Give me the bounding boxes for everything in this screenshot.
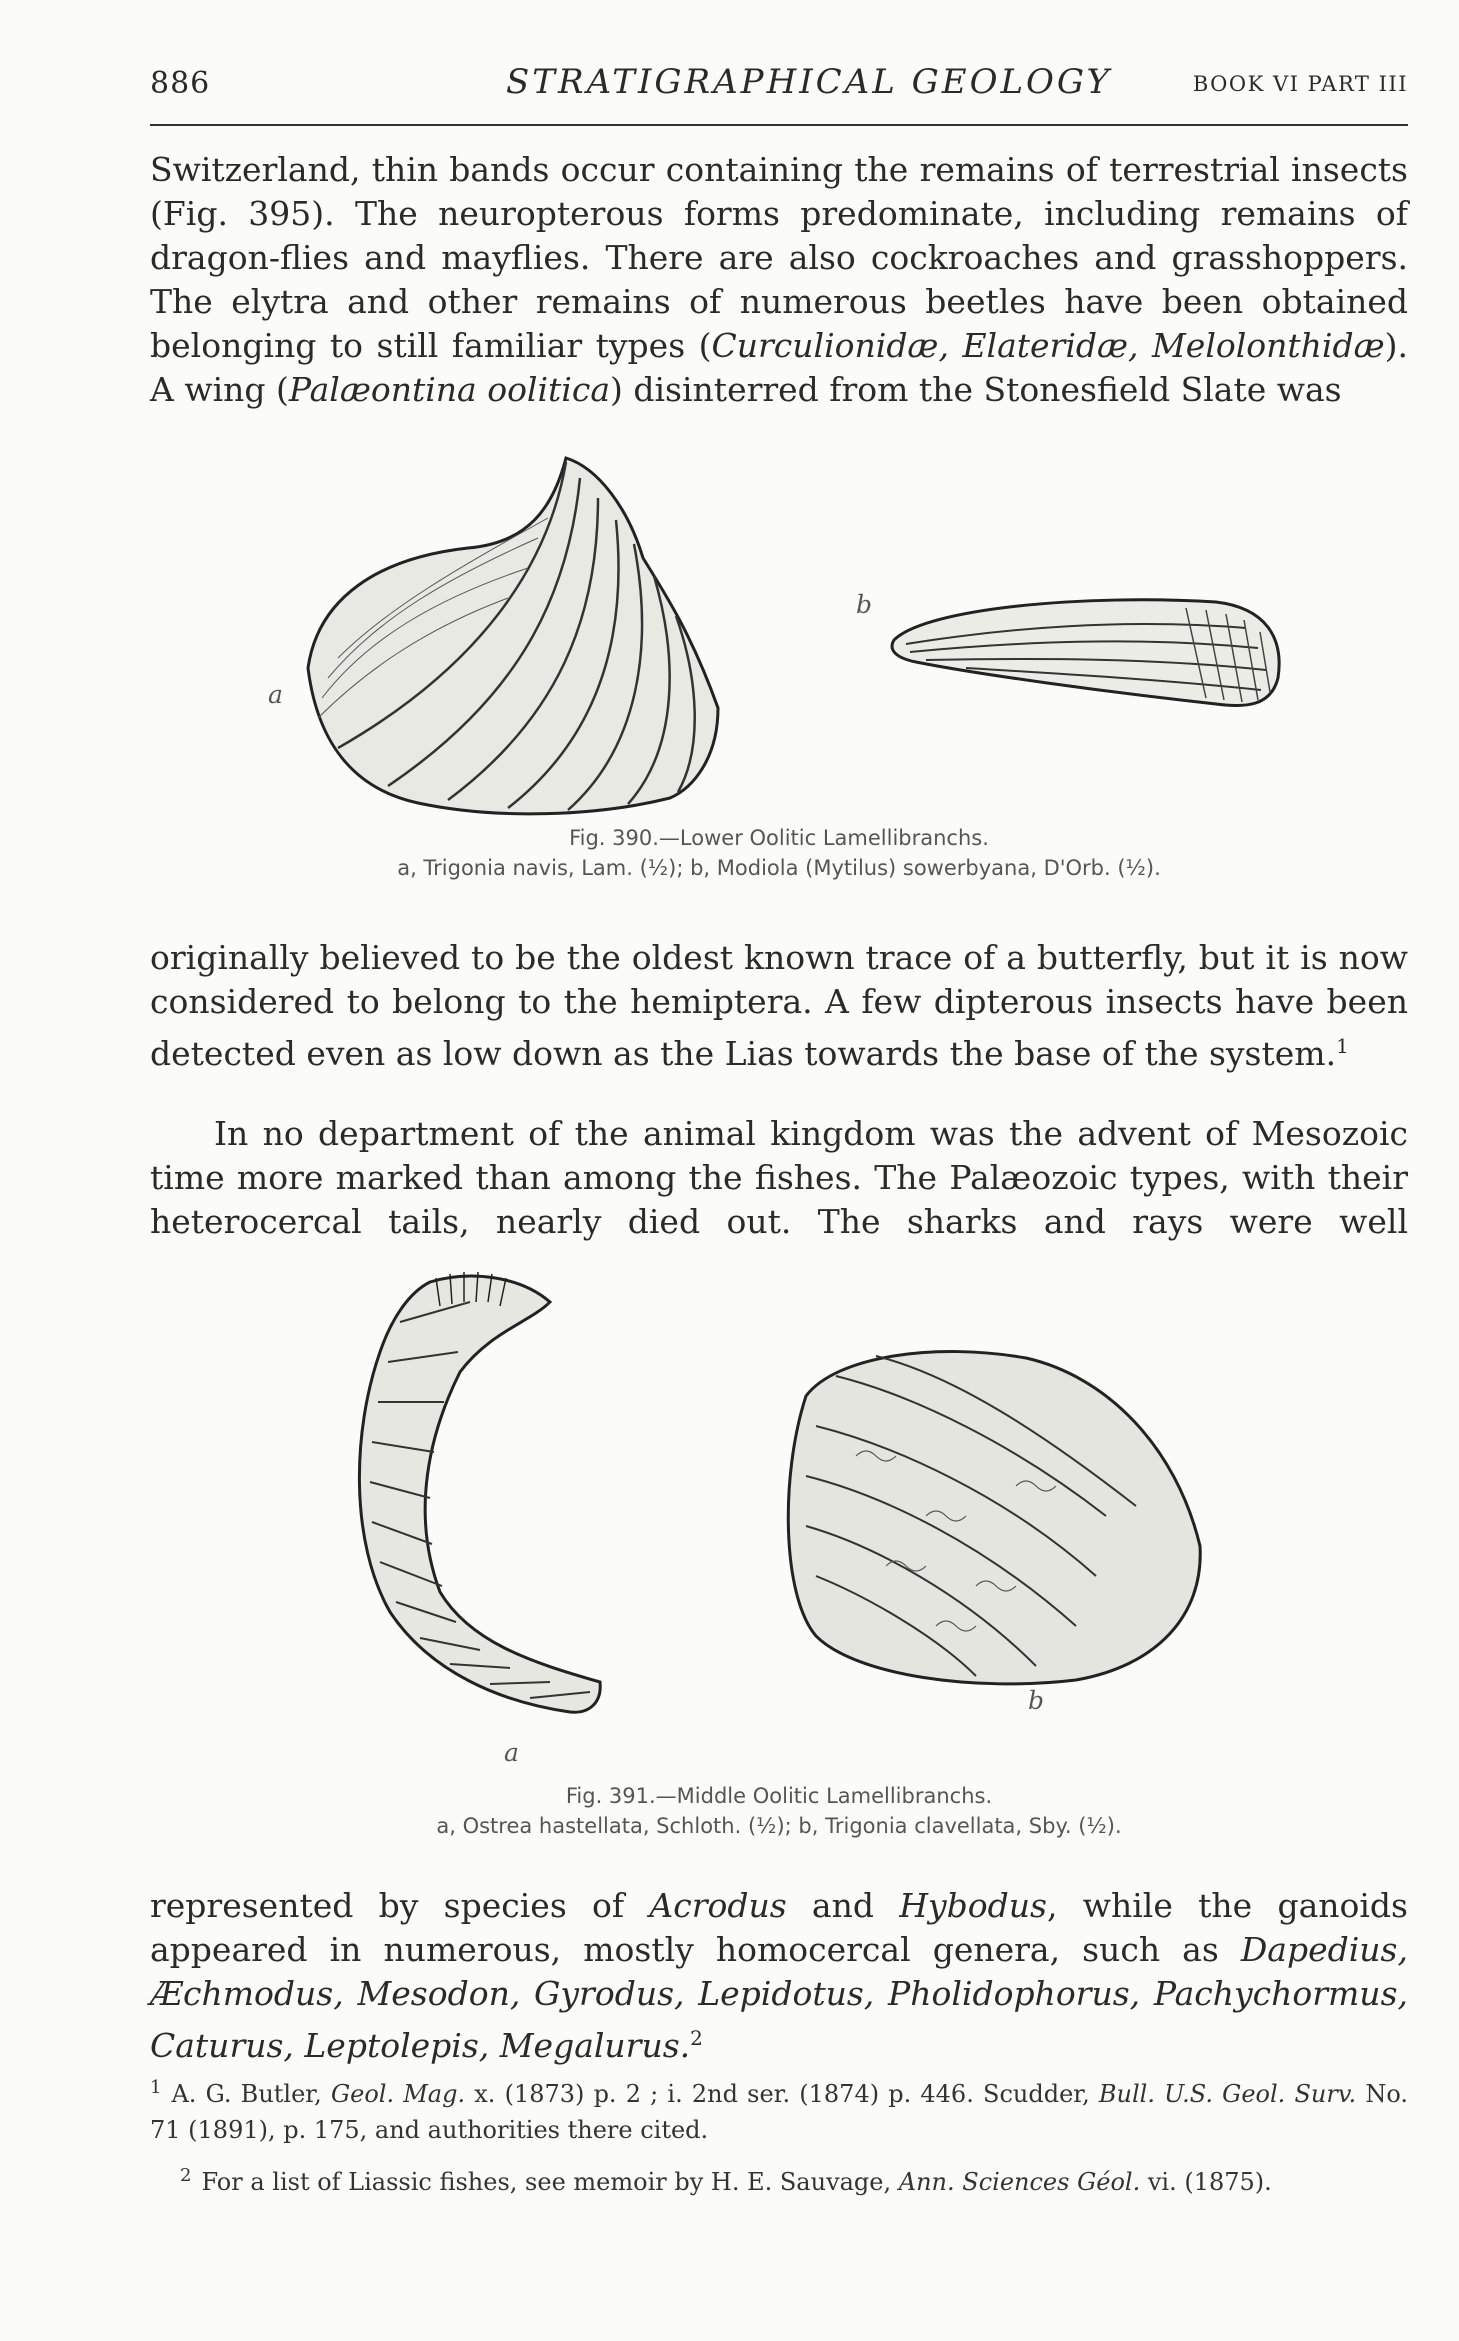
caption-legend: a, Trigonia navis, Lam. (½); b, Modiola (Mytilus) sowerbyana, D'Orb. (½). [397,856,1161,880]
caption-title: Fig. 391.—Middle Oolitic Lamellibranchs. [565,1784,993,1808]
trigonia-clavellata-illustration [776,1336,1206,1688]
footnote-text: A. G. Butler, [171,2080,331,2108]
footnote-text: vi. (1875). [1140,2168,1272,2196]
paragraph-fishes [150,1112,1408,1244]
header-rule [150,124,1408,126]
trigonia-clavellata-drawing [776,1336,1206,1688]
journal-italic: Geol. Mag. [330,2080,466,2108]
genus-italic: Hybodus [899,1886,1047,1925]
footnote-mark: 1 [150,2077,162,2098]
footnote-text: x. (1873) p. 2 ; i. 2nd ser. (1874) p. 446. Scudder, [465,2080,1099,2108]
caption-title: Fig. 390.—Lower Oolitic Lamellibranchs. [569,826,989,850]
ostrea-hastellata-drawing [340,1262,610,1722]
taxa-italic: Curculionidæ, Elateridæ, Melolonthidæ [711,326,1385,365]
paragraph-text: In no department of the animal kingdom was the advent of Mesozoic time more marked than among the fishes. The Palæozoic types, with their heterocercal tails, nearly died out. The sharks and rays were well [150,1114,1408,1241]
figure-label-a: a [268,680,283,709]
running-title: STRATIGRAPHICAL GEOLOGY [506,62,1112,102]
footnote-ref: 2 [690,2026,703,2050]
figure-label-a: a [504,1738,519,1767]
running-header [150,62,1408,106]
paragraph-butterfly [150,936,1408,1076]
footnote-text: For a list of Liassic fishes, see memoir by H. E. Sauvage, [201,2168,899,2196]
figure-390-caption [150,826,1408,880]
paragraph-text: represented by species of [150,1886,650,1925]
paragraph-text: , while the ganoids appeared in numerous, mostly homocercal genera, such as [150,1886,1408,1969]
journal-italic: Ann. Sciences Géol. [898,2168,1141,2196]
modiola-sowerbyana-drawing [886,588,1286,712]
genus-italic: Acrodus [649,1886,787,1925]
figure-label-b: b [856,590,873,619]
genera-list-italic: Dapedius, Æchmodus, Mesodon, Gyrodus, Lepidotus, Pholidophorus, Pachychormus, Caturus, Leptolepis, Megalurus. [150,1930,1408,2065]
paragraph-text: Switzerland, thin bands occur containing the remains of terrestrial insects (Fig. 395). The neuropterous forms predominate, including remains of dragon-flies and mayflies. There are also cockroaches and grasshoppers. The elytra and other remains of numerous beetles have been obtained belonging to still familiar types ( [150,150,1408,365]
caption-legend: a, Ostrea hastellata, Schloth. (½); b, Trigonia clavellata, Sby. (½). [436,1814,1122,1838]
footnote-mark: 2 [180,2165,192,2186]
page-number: 886 [150,66,211,101]
paragraph-insects [150,148,1408,412]
footnote-text: No. 71 (1891), p. 175, and authorities there cited. [150,2080,1409,2144]
ostrea-hastellata-illustration [340,1262,610,1722]
figure-label-b: b [1028,1686,1045,1715]
footnote-ref: 1 [1336,1034,1349,1058]
footnote-2 [150,2158,1408,2200]
taxon-italic: Palæontina oolitica [288,370,611,409]
modiola-sowerbyana-illustration [886,588,1286,712]
paragraph-text: and [786,1886,900,1925]
trigonia-navis-illustration [298,448,730,816]
trigonia-navis-drawing [298,448,730,816]
paragraph-text: ). A wing ( [150,326,1409,409]
paragraph-text: originally believed to be the oldest known trace of a butterfly, but it is now considered to belong to the hemiptera. A few dipterous insects have been detected even as low down as the Lias towards the base of the system. [150,938,1408,1073]
footnote-1 [150,2070,1408,2148]
paragraph-text: ) disinterred from the Stonesfield Slate was [610,370,1342,409]
journal-italic: Bull. U.S. Geol. Surv. [1098,2080,1357,2108]
paragraph-ganoids [150,1884,1408,2068]
figure-391-caption [150,1784,1408,1838]
part-label: BOOK VI PART III [1192,72,1408,96]
